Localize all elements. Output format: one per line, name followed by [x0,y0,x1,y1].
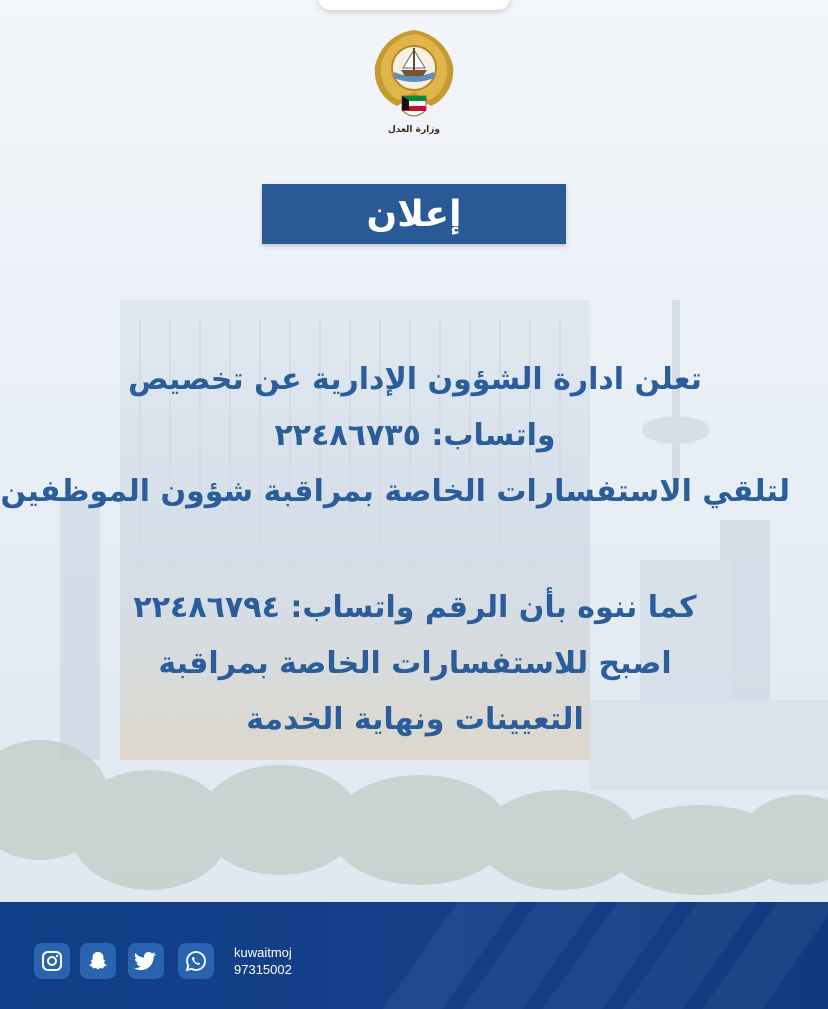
announcement-title-box [262,184,566,244]
announcement-title: إعلان [366,193,462,235]
paragraph-2-line-2: اصبح للاستفسارات الخاصة بمراقبة [158,646,672,681]
top-handle-pill [318,0,510,10]
whatsapp-icon[interactable] [178,943,214,979]
handle-phone: 97315002 [234,962,292,977]
paragraph-1-line-3: لتلقي الاستفسارات الخاصة بمراقبة شؤون الموظفين [0,474,790,509]
paragraph-2-line-1: كما ننوه بأن الرقم واتساب: ٢٢٤٨٦٧٩٤ [133,590,697,625]
instagram-icon[interactable] [34,943,70,979]
twitter-icon[interactable] [128,943,164,979]
snapchat-icon[interactable] [80,943,116,979]
handle-name: kuwaitmoj [234,945,292,960]
paragraph-2-line-3: التعيينات ونهاية الخدمة [246,702,584,737]
announcement-paragraph-1 [0,352,790,520]
paragraph-1-line-1: تعلن ادارة الشؤون الإدارية عن تخصيص [128,362,702,397]
kuwait-emblem-icon [369,26,459,138]
footer-bar [0,902,828,1009]
paragraph-1-line-2: واتساب: ٢٢٤٨٦٧٣٥ [274,418,556,453]
social-handle [234,944,292,978]
announcement-paragraph-2 [40,580,790,748]
svg-text:وزارة العدل: وزارة العدل [387,125,441,135]
